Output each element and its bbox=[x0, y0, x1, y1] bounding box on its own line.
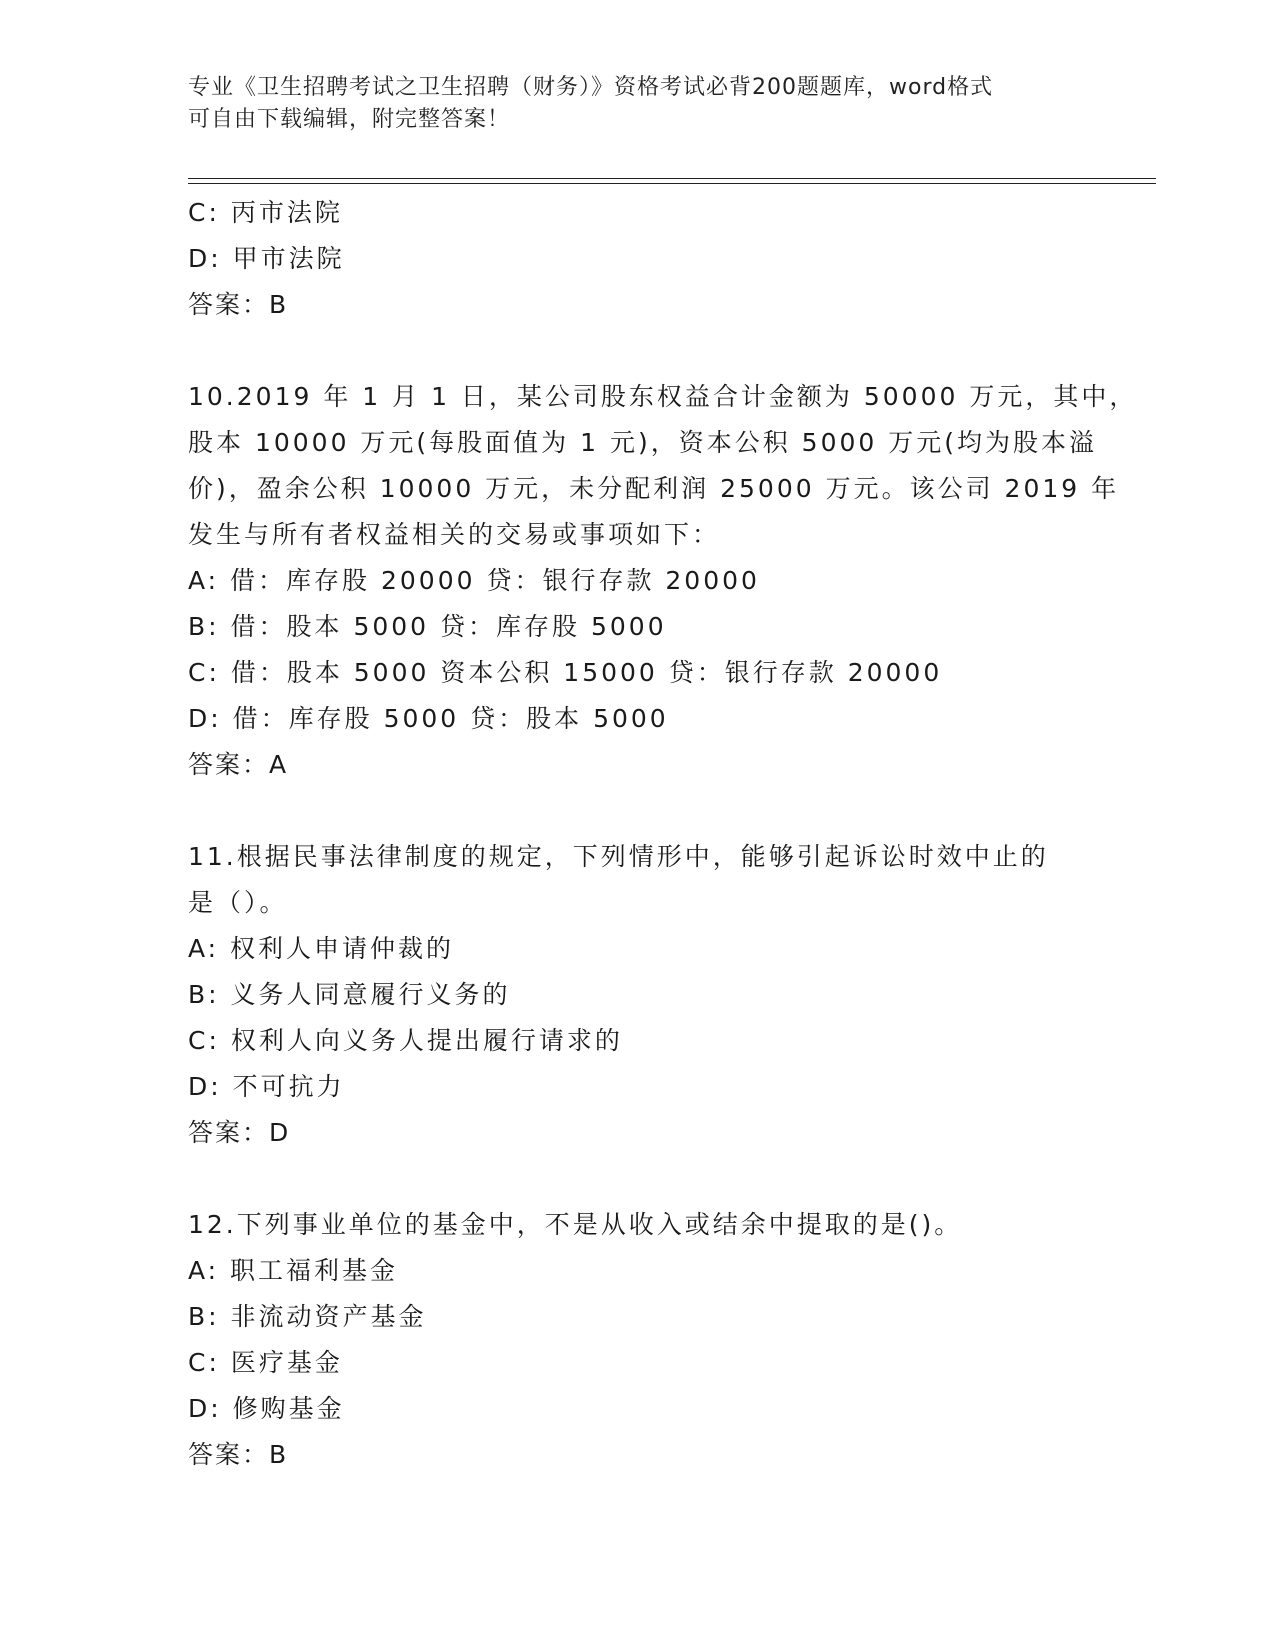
question-stem-line: 11.根据民事法律制度的规定，下列情形中，能够引起诉讼时效中止的 bbox=[188, 842, 1049, 871]
question-10 bbox=[188, 374, 1138, 788]
answer-line: 答案：B bbox=[188, 290, 289, 319]
option-a: A: 借：库存股 20000 贷：银行存款 20000 bbox=[188, 566, 760, 595]
document-header bbox=[188, 72, 1088, 136]
spacer bbox=[188, 1156, 1088, 1202]
option-d: D: 借：库存股 5000 贷：股本 5000 bbox=[188, 704, 669, 733]
option-d: D: 不可抗力 bbox=[188, 1072, 345, 1101]
spacer bbox=[188, 328, 1088, 374]
header-divider-bottom bbox=[188, 183, 1156, 184]
answer-line: 答案：D bbox=[188, 1118, 291, 1147]
option-b: B: 非流动资产基金 bbox=[188, 1302, 427, 1331]
question-list bbox=[188, 190, 1138, 1478]
answer-line: 答案：A bbox=[188, 750, 289, 779]
option-c: C: 丙市法院 bbox=[188, 198, 343, 227]
option-c: C: 权利人向义务人提出履行请求的 bbox=[188, 1026, 623, 1055]
header-divider-top bbox=[188, 178, 1156, 179]
question-9-tail bbox=[188, 190, 1088, 328]
header-title-line-2: 可自由下载编辑，附完整答案！ bbox=[188, 107, 511, 132]
option-b: B: 义务人同意履行义务的 bbox=[188, 980, 511, 1009]
question-stem-line: 发生与所有者权益相关的交易或事项如下： bbox=[188, 520, 721, 549]
question-stem-line: 价)，盈余公积 10000 万元，未分配利润 25000 万元。该公司 2019 年 bbox=[188, 474, 1120, 503]
question-stem-line: 是（）。 bbox=[188, 888, 288, 917]
spacer bbox=[188, 788, 1088, 834]
header-title-line-1: 专业《卫生招聘考试之卫生招聘（财务）》资格考试必背200题题库，word格式 bbox=[188, 75, 994, 100]
question-11 bbox=[188, 834, 1088, 1156]
answer-line: 答案：B bbox=[188, 1440, 289, 1469]
option-d: D: 修购基金 bbox=[188, 1394, 345, 1423]
option-a: A: 职工福利基金 bbox=[188, 1256, 399, 1285]
question-stem-line: 股本 10000 万元(每股面值为 1 元)，资本公积 5000 万元(均为股本溢 bbox=[188, 428, 1098, 457]
option-c: C: 医疗基金 bbox=[188, 1348, 343, 1377]
question-12 bbox=[188, 1202, 1088, 1478]
option-d: D: 甲市法院 bbox=[188, 244, 345, 273]
option-b: B: 借：股本 5000 贷：库存股 5000 bbox=[188, 612, 667, 641]
option-a: A: 权利人申请仲裁的 bbox=[188, 934, 455, 963]
question-stem-line: 10.2019 年 1 月 1 日，某公司股东权益合计金额为 50000 万元，其中， bbox=[188, 382, 1138, 411]
question-stem-line: 12.下列事业单位的基金中，不是从收入或结余中提取的是()。 bbox=[188, 1210, 963, 1239]
option-c: C: 借：股本 5000 资本公积 15000 贷：银行存款 20000 bbox=[188, 658, 943, 687]
